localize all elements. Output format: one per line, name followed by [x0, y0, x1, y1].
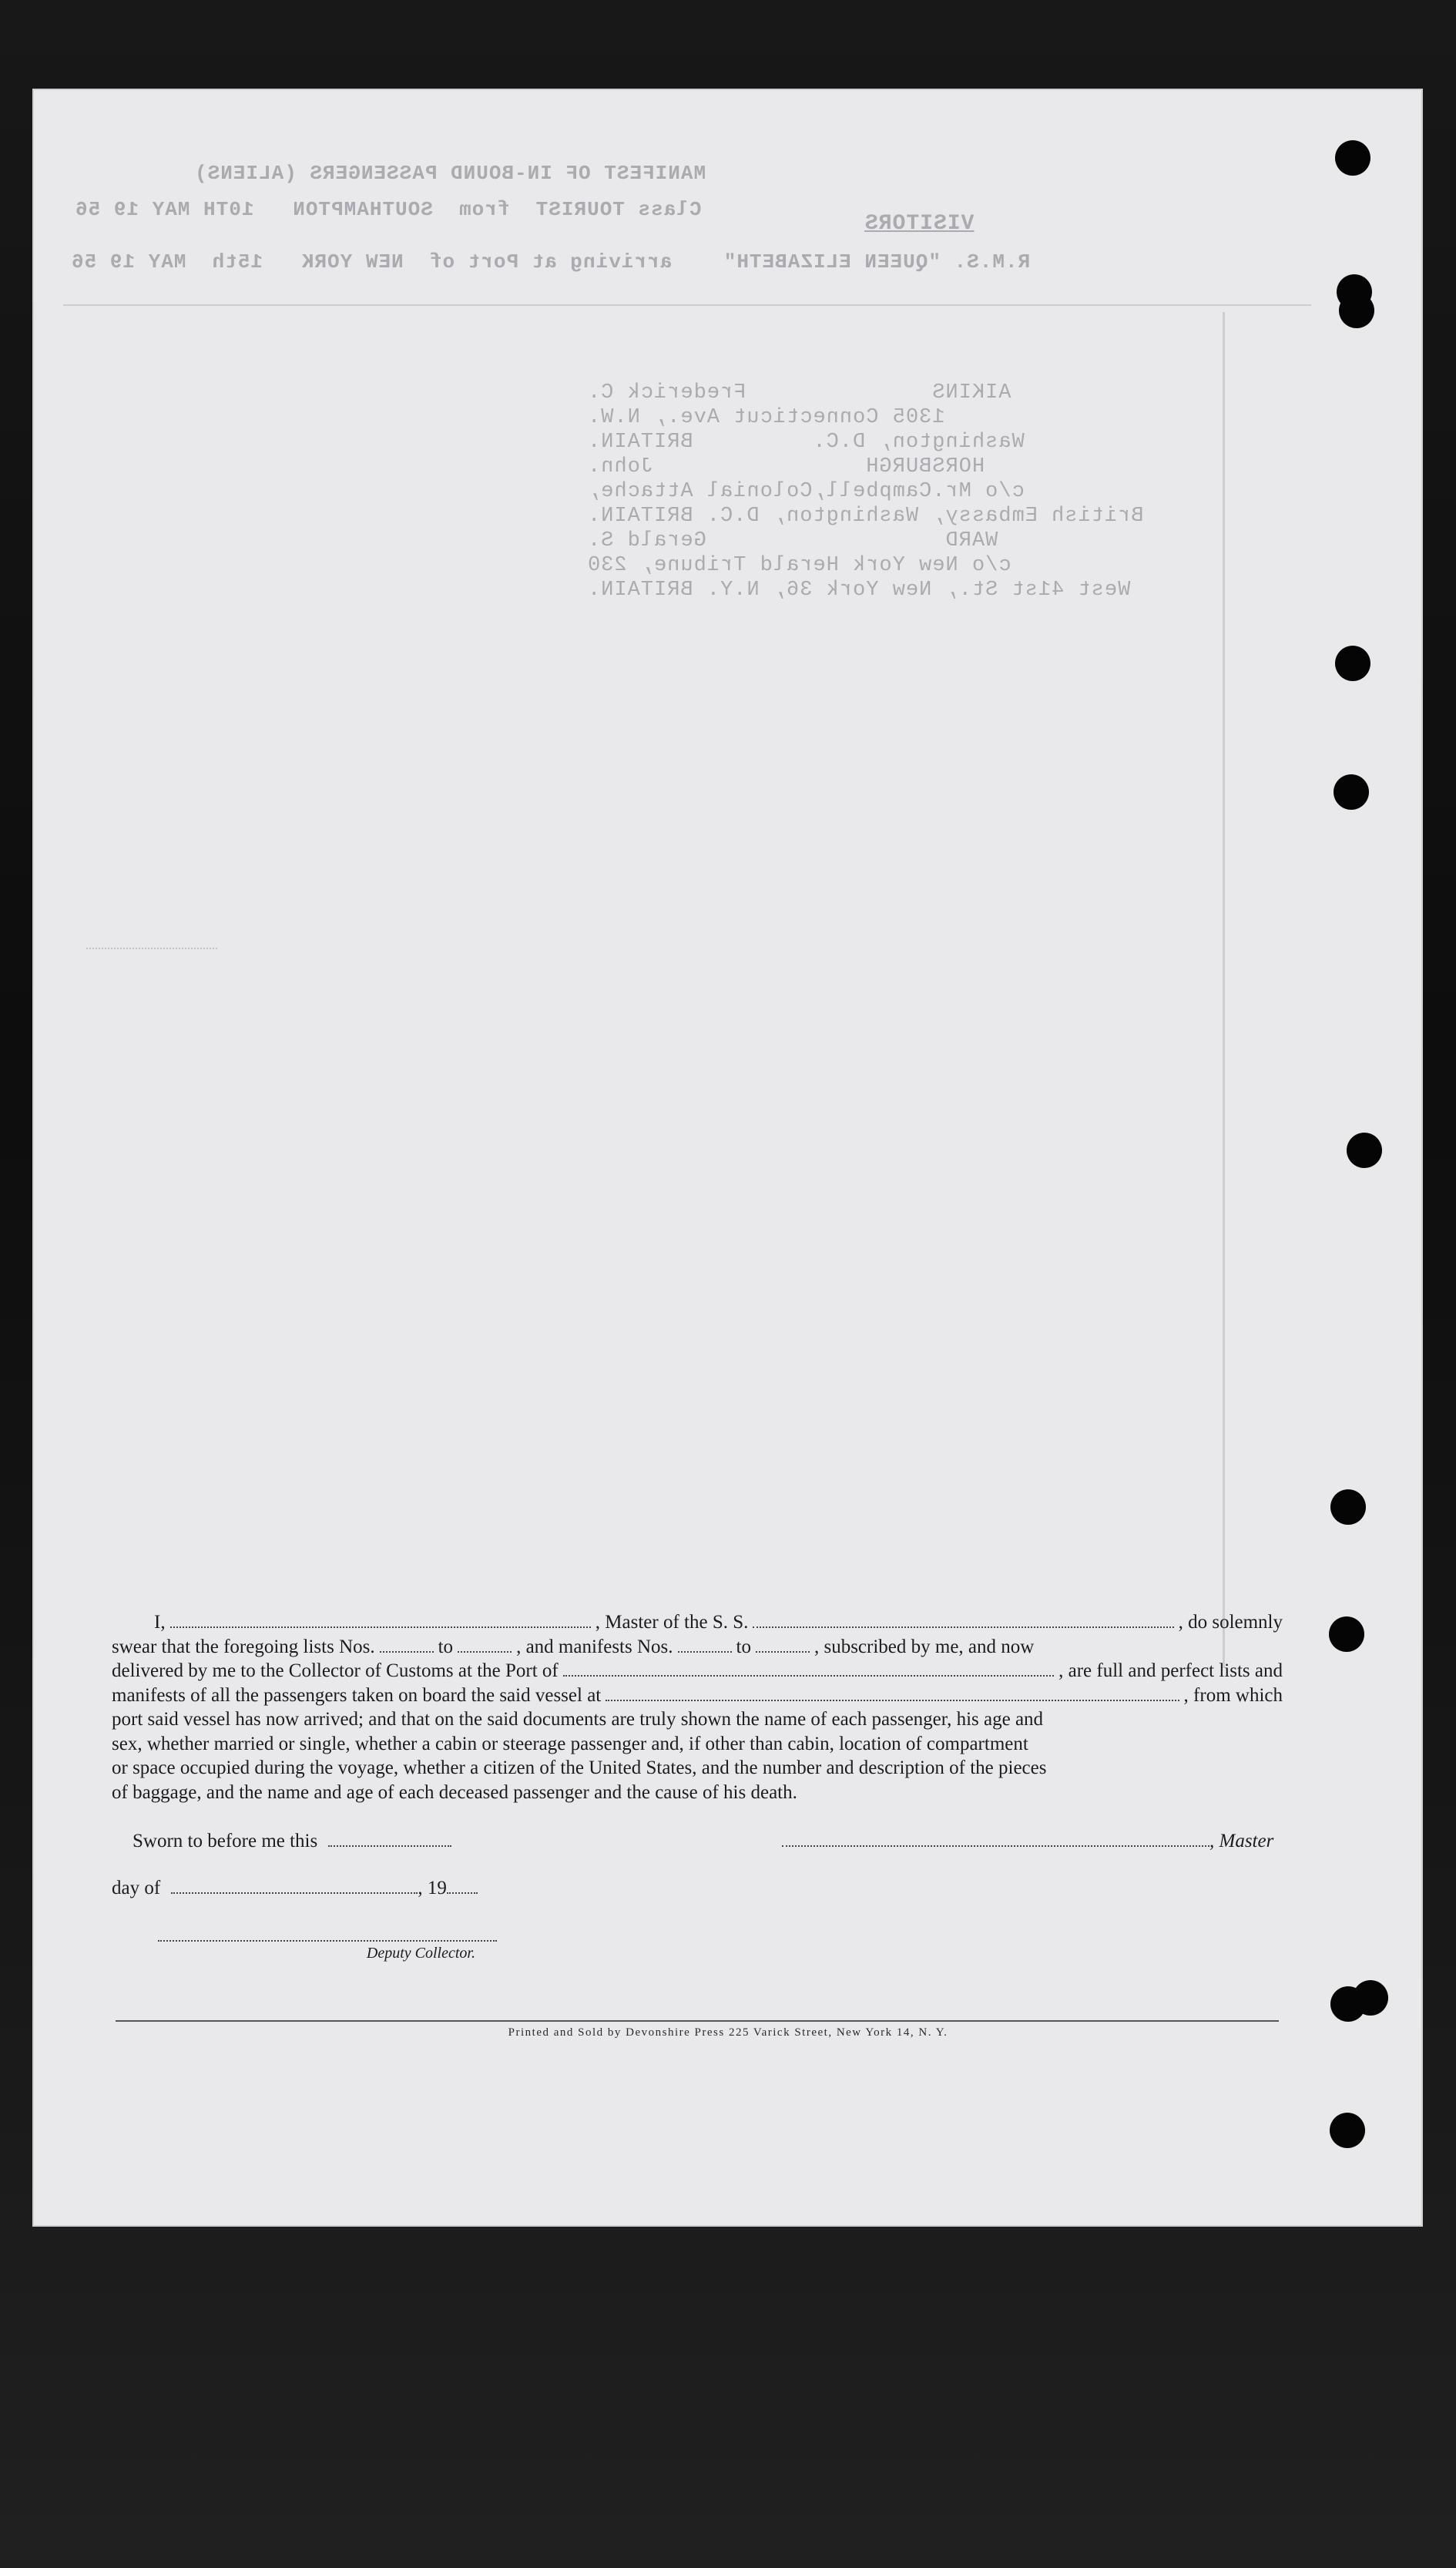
manifest-page [32, 89, 1423, 2227]
ghost-header-4: R.M.S. "QUEEN ELIZABETH" arriving at Port of NEW YORK 15th MAY 19 56 [71, 250, 1031, 274]
sworn-line [133, 1831, 451, 1852]
ghost-entry-1: AIKINS Frederick C. [587, 381, 1011, 405]
oath-delivered: delivered by me to the Collector of Customs at the Port of [112, 1660, 559, 1681]
oath-line-3 [112, 1659, 1283, 1683]
oath-to-2: to [736, 1636, 751, 1657]
lists-to-blank [458, 1637, 512, 1653]
oath-line-2 [112, 1635, 1283, 1660]
punch-hole-8 [1329, 1616, 1364, 1652]
deputy-collector-blank [158, 1926, 497, 1942]
oath-swear: swear that the foregoing lists Nos. [112, 1636, 375, 1657]
day-of-label: day of [112, 1878, 161, 1898]
manifests-from-blank [678, 1637, 732, 1653]
oath-master-of: , Master of the S. S. [595, 1612, 749, 1633]
ghost-header-1: MANIFEST OF IN-BOUND PASSENGERS (ALIENS) [194, 162, 706, 185]
ghost-entry-6: British Embassy, Washington, D.C. BRITAIN. [587, 505, 1144, 528]
ghost-header-2: Class TOURIST from SOUTHAMPTON 10TH MAY 19 56 [75, 198, 702, 221]
oath-and-manifests: , and manifests Nos. [516, 1636, 673, 1657]
deputy-collector-label: Deputy Collector. [366, 1945, 475, 1962]
master-signature-blank [782, 1831, 1209, 1847]
oath-do-solemnly: , do solemnly [1178, 1612, 1283, 1633]
printer-imprint: Printed and Sold by Devonshire Press 225 Varick Street, New York 14, N. Y. [508, 2026, 948, 2039]
ghost-rule-vertical [1223, 312, 1225, 1668]
oath-line-6: sex, whether married or single, whether a cabin or steerage passenger and, if other than cabin, location of compartment [112, 1733, 1028, 1754]
oath-i: I, [154, 1612, 166, 1633]
vessel-name-blank [753, 1613, 1173, 1628]
oath-line-8: of baggage, and the name and age of each deceased passenger and the cause of his death. [112, 1781, 797, 1803]
ghost-header-3: VISITORS [864, 212, 975, 236]
day-of-line [112, 1878, 478, 1899]
ghost-entry-2: 1305 Connecticut Ave., N.W. [587, 406, 1065, 429]
punch-hole-11 [1330, 2113, 1365, 2148]
oath-line-4 [112, 1683, 1283, 1708]
manifests-to-blank [756, 1637, 810, 1653]
lists-from-blank [380, 1637, 434, 1653]
punch-hole-6 [1347, 1133, 1382, 1168]
ghost-entry-4: HORSBURGH John. [587, 455, 985, 478]
punch-hole-10 [1353, 1980, 1388, 2016]
port-blank [563, 1661, 1054, 1677]
oath-from-which: , from which [1183, 1684, 1283, 1706]
ghost-entry-8: c/o New York Herald Tribune, 230 [587, 554, 1011, 577]
oath-line-1 [112, 1610, 1283, 1635]
punch-hole-5 [1334, 774, 1369, 810]
master-oath-statement [112, 1610, 1283, 1804]
oath-full-perfect: , are full and perfect lists and [1058, 1660, 1283, 1681]
master-signature-label: , Master [1209, 1831, 1274, 1851]
year-blank [447, 1878, 478, 1894]
oath-line-5: port said vessel has now arrived; and that on the said documents are truly shown the name of each passenger, his age and [112, 1709, 1044, 1730]
deputy-collector-block [158, 1926, 497, 1962]
ghost-entry-5: c/o Mr.Campbell,Colonial Attache, [587, 480, 1025, 503]
oath-subscribed: , subscribed by me, and now [814, 1636, 1035, 1657]
punch-hole-7 [1330, 1489, 1366, 1525]
ghost-entry-3: Washington, D.C. BRITAIN. [587, 431, 1144, 454]
ghost-dotted-mark [86, 948, 217, 949]
footer-rule [116, 2020, 1279, 2022]
sworn-label: Sworn to before me this [133, 1831, 318, 1851]
departure-port-blank [606, 1686, 1179, 1701]
master-name-blank [170, 1613, 591, 1628]
punch-hole-4 [1335, 646, 1370, 681]
day-of-blank [171, 1878, 418, 1894]
year-label: , 19 [418, 1878, 447, 1898]
ghost-entry-9: West 41st St., New York 36, N.Y. BRITAIN. [587, 579, 1131, 602]
oath-manifests-all: manifests of all the passengers taken on board the said vessel at [112, 1684, 602, 1706]
master-signature-line [782, 1831, 1273, 1852]
oath-line-7: or space occupied during the voyage, whether a citizen of the United States, and the number and description of the pieces [112, 1757, 1047, 1778]
punch-hole-3 [1339, 293, 1374, 328]
sworn-date-blank [328, 1831, 451, 1847]
punch-hole-1 [1335, 140, 1370, 176]
oath-to-1: to [438, 1636, 454, 1657]
ghost-entry-7: WARD Gerald S. [587, 529, 998, 552]
ghost-rule-horizontal [63, 304, 1311, 306]
